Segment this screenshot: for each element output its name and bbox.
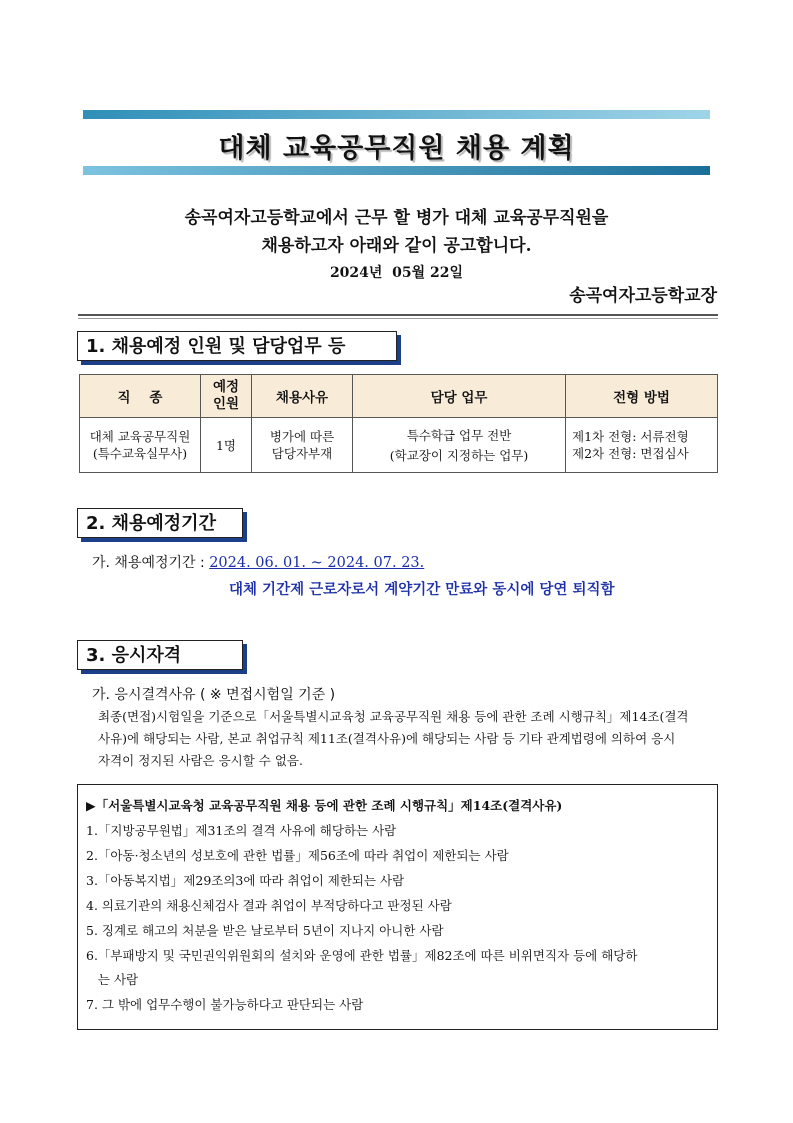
duty-line-2: (학교장이 지정하는 업무) — [389, 447, 529, 463]
list-item: 2.「아동·청소년의 성보호에 관한 법률」제56조에 따라 취업이 제한되는 사람 — [86, 848, 509, 863]
list-item: 1.「지방공무원법」제31조의 결격 사유에 해당하는 사람 — [86, 823, 397, 838]
list-item: 3.「아동복지법」제29조의3에 따라 취업이 제한되는 사람 — [86, 873, 405, 888]
period-value: 2024. 06. 01. ~ 2024. 07. 23. — [209, 555, 425, 571]
duty-line-1: 특수학급 업무 전반 — [406, 427, 512, 443]
col-method: 전형 방법 — [566, 375, 718, 418]
title-band-bottom — [83, 166, 710, 175]
reason-line-1: 병가에 따른 — [269, 429, 335, 444]
col-job: 직 종 — [80, 375, 201, 418]
list-item-continued: 는 사람 — [86, 972, 139, 987]
cell-job — [80, 418, 201, 473]
para-line-2: 사유)에 해당되는 사람, 본교 취업규칙 제11조(결격사유)에 해당되는 사람 등 기타 관계법령에 의하여 응시 — [98, 731, 676, 746]
page-title: 대체 교육공무직원 채용 계획 — [218, 133, 575, 164]
reason-line-2: 담당자부재 — [271, 446, 333, 461]
box-title: ▶「서울특별시교육청 교육공무직원 채용 등에 관한 조례 시행규칙」제14조(결격사유) — [86, 798, 563, 813]
divider-thin — [78, 318, 718, 319]
disqualification-heading: 가. 응시결격사유 ( ※ 면접시험일 기준 ) — [92, 687, 336, 703]
intro-line-1: 송곡여자고등학교에서 근무 할 병가 대체 교육공무직원을 — [184, 208, 609, 228]
job-line-2: (특수교육실무사) — [92, 446, 188, 461]
recruit-table — [79, 374, 718, 473]
list-item: 4. 의료기관의 채용신체검사 결과 취업이 부적당하다고 판정된 사람 — [86, 898, 452, 913]
section-2-heading: 2. 채용예정기간 — [77, 508, 243, 538]
cell-duty — [353, 418, 566, 473]
method-line-2: 제2차 전형: 면접심사 — [572, 446, 689, 461]
para-line-1: 최종(면접)시험일을 기준으로「서울특별시교육청 교육공무직원 채용 등에 관한 조례 시행규칙」제14조(결격 — [98, 709, 689, 724]
list-item: 6.「부패방지 및 국민권익위원회의 설치와 운영에 관한 법률」제82조에 따른 비위면직자 등에 해당하 — [86, 948, 638, 963]
intro-line-2: 채용하고자 아래와 같이 공고합니다. — [261, 236, 532, 256]
para-line-3: 자격이 정지된 사람은 응시할 수 없음. — [98, 753, 303, 768]
title-band-top — [83, 110, 710, 119]
period-label: 가. 채용예정기간 : — [92, 555, 210, 571]
cell-reason — [252, 418, 353, 473]
list-item: 7. 그 밖에 업무수행이 불가능하다고 판단되는 사람 — [86, 997, 364, 1012]
principal-name: 송곡여자고등학교장 — [569, 286, 717, 306]
job-line-1: 대체 교육공무직원 — [89, 429, 191, 444]
section-1-heading: 1. 채용예정 인원 및 담당업무 등 — [77, 331, 397, 361]
col-duty: 담당 업무 — [353, 375, 566, 418]
col-count: 예정 인원 — [201, 375, 252, 418]
col-reason: 채용사유 — [252, 375, 353, 418]
section-3-heading: 3. 응시자격 — [77, 640, 243, 670]
list-item: 5. 징계로 해고의 처분을 받은 날로부터 5년이 지나지 아니한 사람 — [86, 923, 444, 938]
disqualification-box — [77, 784, 718, 1030]
period-note: 대체 기간제 근로자로서 계약기간 만료와 동시에 당연 퇴직함 — [229, 581, 615, 598]
notice-date: 2024년 05월 22일 — [329, 265, 464, 281]
cell-count: 1명 — [201, 418, 252, 473]
method-line-1: 제1차 전형: 서류전형 — [572, 429, 689, 444]
period-line — [92, 552, 424, 572]
table-row — [80, 418, 718, 473]
disqualification-paragraph — [98, 706, 716, 772]
table-header-row — [80, 375, 718, 418]
divider — [78, 314, 718, 316]
cell-method — [566, 418, 718, 473]
